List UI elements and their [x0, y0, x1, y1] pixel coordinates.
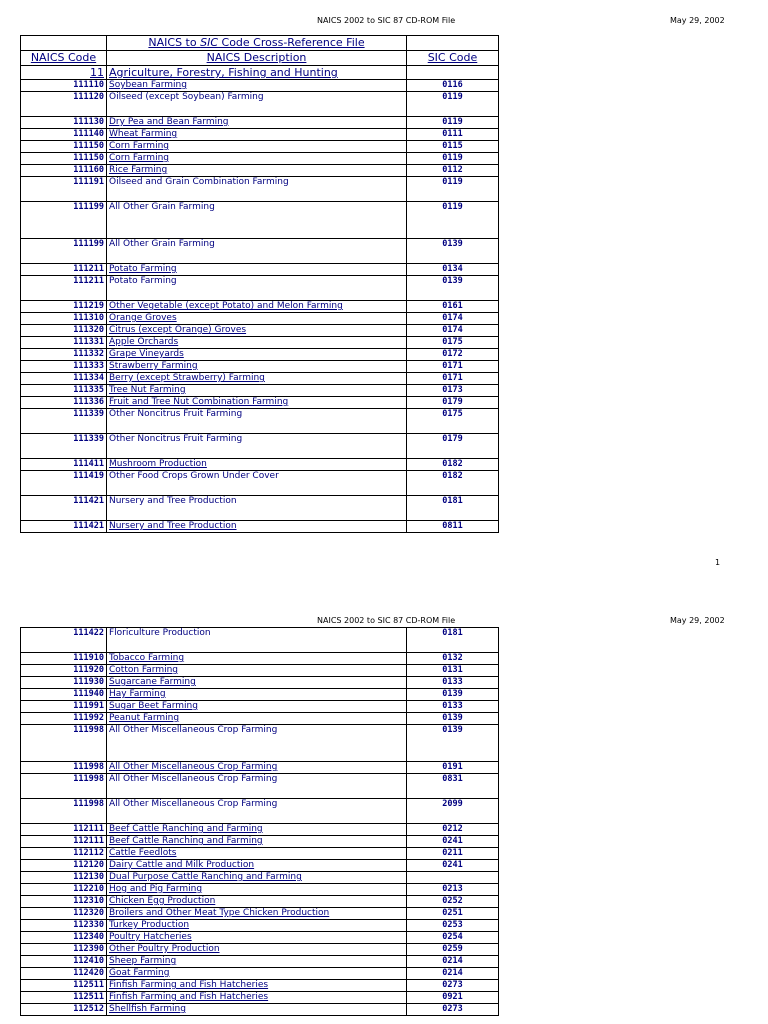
naics-code-cell: 111419 [21, 471, 107, 496]
table-title: NAICS to SIC Code Cross-Reference File [107, 36, 407, 51]
naics-description-cell: Sugar Beet Farming [107, 701, 407, 713]
naics-description-cell: All Other Miscellaneous Crop Farming [107, 725, 407, 762]
naics-code-cell: 112111 [21, 836, 107, 848]
naics-description-cell: Sugarcane Farming [107, 677, 407, 689]
table-row [21, 896, 499, 908]
sic-code-cell: 0273 [407, 980, 499, 992]
naics-code-cell: 112340 [21, 932, 107, 944]
table-row [21, 325, 499, 337]
table-row [21, 434, 499, 459]
sic-code-cell: 0811 [407, 521, 499, 533]
naics-code-cell: 111422 [21, 628, 107, 653]
naics-code-cell: 111992 [21, 713, 107, 725]
sic-code-cell: 0175 [407, 409, 499, 434]
column-header-description: NAICS Description [107, 51, 407, 66]
naics-code-cell: 111211 [21, 276, 107, 301]
naics-description-cell: Tobacco Farming [107, 653, 407, 665]
naics-description-cell: Fruit and Tree Nut Combination Farming [107, 397, 407, 409]
sic-code-cell: 0133 [407, 677, 499, 689]
section-title: Agriculture, Forestry, Fishing and Hunting [107, 66, 407, 80]
naics-code-cell: 111331 [21, 337, 107, 349]
page-number: 1 [715, 558, 721, 567]
sic-code-cell: 0111 [407, 129, 499, 141]
sic-code-cell: 0251 [407, 908, 499, 920]
column-header-row [21, 51, 499, 66]
naics-description-cell: Berry (except Strawberry) Farming [107, 373, 407, 385]
sic-code-cell: 0213 [407, 884, 499, 896]
table-row [21, 653, 499, 665]
sic-code-cell: 0133 [407, 701, 499, 713]
naics-description-cell: Finfish Farming and Fish Hatcheries [107, 992, 407, 1004]
crossref-table-page-1 [20, 35, 499, 533]
table-row [21, 920, 499, 932]
table-row [21, 264, 499, 276]
sic-code-cell: 0115 [407, 141, 499, 153]
naics-description-cell: Peanut Farming [107, 713, 407, 725]
table-row [21, 836, 499, 848]
table-row [21, 153, 499, 165]
table-row [21, 276, 499, 301]
naics-code-cell: 111920 [21, 665, 107, 677]
table-row [21, 301, 499, 313]
sic-code-cell: 0211 [407, 848, 499, 860]
table-row [21, 361, 499, 373]
sic-code-cell: 0252 [407, 896, 499, 908]
crossref-table-page-2 [20, 627, 499, 1016]
table-row [21, 665, 499, 677]
naics-description-cell: Soybean Farming [107, 80, 407, 92]
naics-description-cell: Hay Farming [107, 689, 407, 701]
table-row [21, 824, 499, 836]
naics-code-cell: 111336 [21, 397, 107, 409]
column-header-sic: SIC Code [407, 51, 499, 66]
naics-description-cell: Other Poultry Production [107, 944, 407, 956]
table-row [21, 713, 499, 725]
sic-code-cell: 0172 [407, 349, 499, 361]
table-row [21, 701, 499, 713]
sic-code-cell: 0259 [407, 944, 499, 956]
sic-code-cell [407, 872, 499, 884]
naics-code-cell: 112511 [21, 980, 107, 992]
document-page-2 [0, 600, 768, 1024]
section-row [21, 66, 499, 80]
table-row [21, 397, 499, 409]
table-row [21, 956, 499, 968]
table-row [21, 165, 499, 177]
sic-code-cell: 0139 [407, 713, 499, 725]
table-row [21, 908, 499, 920]
naics-code-cell: 112111 [21, 824, 107, 836]
table-row [21, 932, 499, 944]
naics-description-cell: All Other Miscellaneous Crop Farming [107, 799, 407, 824]
naics-description-cell: Beef Cattle Ranching and Farming [107, 824, 407, 836]
sic-code-cell: 0174 [407, 313, 499, 325]
sic-code-cell: 0171 [407, 361, 499, 373]
naics-description-cell: Strawberry Farming [107, 361, 407, 373]
naics-code-cell: 112112 [21, 848, 107, 860]
sic-code-cell: 0119 [407, 117, 499, 129]
table-row [21, 1004, 499, 1016]
naics-code-cell: 111160 [21, 165, 107, 177]
naics-code-cell: 111333 [21, 361, 107, 373]
naics-description-cell: Nursery and Tree Production [107, 496, 407, 521]
naics-code-cell: 111998 [21, 762, 107, 774]
table-row [21, 848, 499, 860]
naics-code-cell: 112511 [21, 992, 107, 1004]
table-row [21, 80, 499, 92]
sic-code-cell: 0174 [407, 325, 499, 337]
sic-code-cell: 0214 [407, 968, 499, 980]
naics-code-cell: 111219 [21, 301, 107, 313]
sic-code-cell: 0132 [407, 653, 499, 665]
naics-code-cell: 111998 [21, 725, 107, 762]
table-row [21, 521, 499, 533]
naics-description-cell: Other Vegetable (except Potato) and Melon Farming [107, 301, 407, 313]
naics-description-cell: All Other Grain Farming [107, 239, 407, 264]
table-row [21, 860, 499, 872]
naics-code-cell: 112390 [21, 944, 107, 956]
naics-description-cell: Corn Farming [107, 153, 407, 165]
naics-code-cell: 112320 [21, 908, 107, 920]
naics-code-cell: 111335 [21, 385, 107, 397]
table-row [21, 117, 499, 129]
sic-code-cell: 0119 [407, 177, 499, 202]
naics-code-cell: 112120 [21, 860, 107, 872]
naics-description-cell: Corn Farming [107, 141, 407, 153]
naics-description-cell: Grape Vineyards [107, 349, 407, 361]
naics-description-cell: Dry Pea and Bean Farming [107, 117, 407, 129]
table-row [21, 762, 499, 774]
table-row [21, 129, 499, 141]
naics-description-cell: Turkey Production [107, 920, 407, 932]
sic-code-cell: 0139 [407, 725, 499, 762]
naics-description-cell: Mushroom Production [107, 459, 407, 471]
naics-description-cell: Rice Farming [107, 165, 407, 177]
naics-description-cell: Citrus (except Orange) Groves [107, 325, 407, 337]
table-title-row [21, 36, 499, 51]
table-row [21, 677, 499, 689]
naics-code-cell: 112512 [21, 1004, 107, 1016]
naics-code-cell: 111110 [21, 80, 107, 92]
table-row [21, 471, 499, 496]
sic-code-cell: 0116 [407, 80, 499, 92]
table-row [21, 385, 499, 397]
naics-code-cell: 111421 [21, 521, 107, 533]
table-row [21, 872, 499, 884]
table-row [21, 202, 499, 239]
page-header-file-label: NAICS 2002 to SIC 87 CD-ROM File [317, 616, 456, 625]
naics-code-cell: 111998 [21, 774, 107, 799]
naics-description-cell: Floriculture Production [107, 628, 407, 653]
naics-description-cell: Dual Purpose Cattle Ranching and Farming [107, 872, 407, 884]
table-row [21, 313, 499, 325]
sic-code-cell: 0182 [407, 471, 499, 496]
naics-description-cell: Hog and Pig Farming [107, 884, 407, 896]
sic-code-cell: 0241 [407, 836, 499, 848]
naics-description-cell: Other Food Crops Grown Under Cover [107, 471, 407, 496]
naics-code-cell: 111991 [21, 701, 107, 713]
sic-code-cell: 0139 [407, 689, 499, 701]
naics-description-cell: Oilseed (except Soybean) Farming [107, 92, 407, 117]
naics-code-cell: 112410 [21, 956, 107, 968]
sic-code-cell: 0171 [407, 373, 499, 385]
table-row [21, 373, 499, 385]
naics-code-cell: 111150 [21, 153, 107, 165]
naics-description-cell: Nursery and Tree Production [107, 521, 407, 533]
table-row [21, 239, 499, 264]
naics-code-cell: 111199 [21, 239, 107, 264]
sic-code-cell: 0173 [407, 385, 499, 397]
table-row [21, 884, 499, 896]
sic-code-cell: 0179 [407, 397, 499, 409]
naics-description-cell: Shellfish Farming [107, 1004, 407, 1016]
column-header-naics: NAICS Code [21, 51, 107, 66]
table-row [21, 177, 499, 202]
naics-description-cell: All Other Miscellaneous Crop Farming [107, 774, 407, 799]
naics-code-cell: 111339 [21, 409, 107, 434]
sic-code-cell: 0181 [407, 628, 499, 653]
sic-code-cell: 0273 [407, 1004, 499, 1016]
table-row [21, 409, 499, 434]
page-header-date: May 29, 2002 [670, 616, 725, 625]
table-row [21, 799, 499, 824]
sic-code-cell: 0161 [407, 301, 499, 313]
sic-code-cell: 0112 [407, 165, 499, 177]
naics-code-cell: 111910 [21, 653, 107, 665]
naics-description-cell: Poultry Hatcheries [107, 932, 407, 944]
naics-code-cell: 112420 [21, 968, 107, 980]
sic-code-cell: 0179 [407, 434, 499, 459]
naics-description-cell: All Other Grain Farming [107, 202, 407, 239]
naics-description-cell: Chicken Egg Production [107, 896, 407, 908]
naics-description-cell: Apple Orchards [107, 337, 407, 349]
naics-code-cell: 111421 [21, 496, 107, 521]
naics-description-cell: Wheat Farming [107, 129, 407, 141]
naics-code-cell: 111130 [21, 117, 107, 129]
table-row [21, 992, 499, 1004]
naics-code-cell: 111332 [21, 349, 107, 361]
naics-code-cell: 111120 [21, 92, 107, 117]
naics-description-cell: Other Noncitrus Fruit Farming [107, 434, 407, 459]
table-row [21, 774, 499, 799]
table-row [21, 980, 499, 992]
naics-code-cell: 111211 [21, 264, 107, 276]
naics-code-cell: 112330 [21, 920, 107, 932]
table-row [21, 968, 499, 980]
table-row [21, 725, 499, 762]
naics-description-cell: Tree Nut Farming [107, 385, 407, 397]
naics-code-cell: 111191 [21, 177, 107, 202]
sic-code-cell: 0254 [407, 932, 499, 944]
naics-description-cell: Dairy Cattle and Milk Production [107, 860, 407, 872]
naics-description-cell: Other Noncitrus Fruit Farming [107, 409, 407, 434]
naics-code-cell: 111334 [21, 373, 107, 385]
sic-code-cell: 0241 [407, 860, 499, 872]
naics-code-cell: 111150 [21, 141, 107, 153]
naics-description-cell: Cotton Farming [107, 665, 407, 677]
sic-code-cell: 0182 [407, 459, 499, 471]
table-row [21, 689, 499, 701]
naics-code-cell: 111411 [21, 459, 107, 471]
sic-code-cell: 0134 [407, 264, 499, 276]
sic-code-cell: 0119 [407, 202, 499, 239]
sic-code-cell: 0119 [407, 92, 499, 117]
sic-code-cell: 0119 [407, 153, 499, 165]
naics-description-cell: Potato Farming [107, 276, 407, 301]
naics-code-cell: 111199 [21, 202, 107, 239]
naics-description-cell: Sheep Farming [107, 956, 407, 968]
sic-code-cell: 0139 [407, 239, 499, 264]
naics-description-cell: Finfish Farming and Fish Hatcheries [107, 980, 407, 992]
naics-code-cell: 111339 [21, 434, 107, 459]
page-header-file-label: NAICS 2002 to SIC 87 CD-ROM File [317, 16, 456, 25]
table-row [21, 349, 499, 361]
table-row [21, 496, 499, 521]
sic-code-cell: 0214 [407, 956, 499, 968]
sic-code-cell: 0921 [407, 992, 499, 1004]
naics-code-cell: 111940 [21, 689, 107, 701]
sic-code-cell: 0181 [407, 496, 499, 521]
table-row [21, 92, 499, 117]
table-row [21, 141, 499, 153]
naics-description-cell: Broilers and Other Meat Type Chicken Production [107, 908, 407, 920]
naics-description-cell: Potato Farming [107, 264, 407, 276]
table-row [21, 628, 499, 653]
page-header-date: May 29, 2002 [670, 16, 725, 25]
naics-description-cell: Cattle Feedlots [107, 848, 407, 860]
sic-code-cell: 2099 [407, 799, 499, 824]
naics-code-cell: 112210 [21, 884, 107, 896]
table-row [21, 944, 499, 956]
sic-code-cell: 0175 [407, 337, 499, 349]
naics-code-cell: 111310 [21, 313, 107, 325]
naics-code-cell: 112130 [21, 872, 107, 884]
sic-code-cell: 0131 [407, 665, 499, 677]
naics-description-cell: Goat Farming [107, 968, 407, 980]
section-code: 11 [21, 66, 107, 80]
sic-code-cell: 0191 [407, 762, 499, 774]
naics-description-cell: All Other Miscellaneous Crop Farming [107, 762, 407, 774]
naics-code-cell: 111998 [21, 799, 107, 824]
sic-code-cell: 0212 [407, 824, 499, 836]
naics-description-cell: Orange Groves [107, 313, 407, 325]
naics-code-cell: 111140 [21, 129, 107, 141]
naics-code-cell: 112310 [21, 896, 107, 908]
naics-code-cell: 111930 [21, 677, 107, 689]
sic-code-cell: 0253 [407, 920, 499, 932]
naics-description-cell: Beef Cattle Ranching and Farming [107, 836, 407, 848]
naics-code-cell: 111320 [21, 325, 107, 337]
sic-code-cell: 0831 [407, 774, 499, 799]
naics-description-cell: Oilseed and Grain Combination Farming [107, 177, 407, 202]
table-row [21, 459, 499, 471]
sic-code-cell: 0139 [407, 276, 499, 301]
table-row [21, 337, 499, 349]
